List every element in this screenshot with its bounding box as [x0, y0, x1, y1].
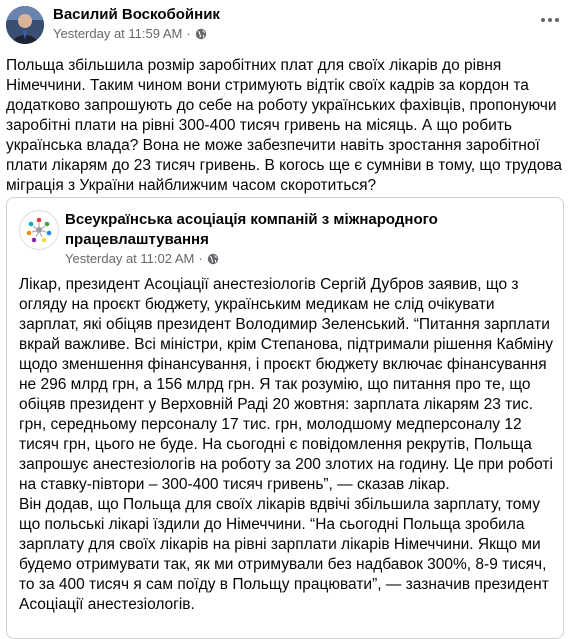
- shared-post-meta: [65, 251, 219, 266]
- organization-logo[interactable]: [19, 210, 59, 250]
- author-avatar[interactable]: [6, 6, 44, 44]
- shared-post[interactable]: [6, 197, 564, 639]
- organization-name[interactable]: Всеукраїнська асоціація компаній з міжнародного працевлаштування: [65, 211, 438, 248]
- post-header: [0, 0, 575, 48]
- shared-paragraph-2: Він додав, що Польща для своїх лікарів вдвічі збільшила зарплату, тому що польські лікарі їздили до Німеччини. “На сьогодні Польща зробила зарплату для своїх лікарів на рівні зарплати лікарів Німеччини. Якщо ми будемо отримувати так, як ми отримували без надбавок 300%, 8-9 тисяч, то за 400 тисяч я сам поїду в Польщу працювати”, — зазначив президент Асоціації анестезіологів.: [19, 496, 549, 613]
- globe-icon: [195, 28, 207, 40]
- post-timestamp[interactable]: Yesterday at 11:59 AM: [53, 26, 183, 41]
- globe-icon: [207, 253, 219, 265]
- meta-separator: ·: [186, 26, 191, 41]
- meta-separator: ·: [198, 251, 203, 266]
- more-options-icon[interactable]: [539, 12, 561, 26]
- shared-post-body: [19, 275, 554, 615]
- shared-paragraph-1: Лікар, президент Асоціації анестезіологів Сергій Дубров заявив, що з огляду на проєкт бюджету, українським медикам не слід очікувати зарплат, які обіцяв президент Володимир Зеленський. “Питання зарплати вкрай важливе. Всі міністри, крім Степанова, підтримали рішення Кабміну щодо зменшення фінансування, і проєкт бюджету включає фінансування не 296 млрд грн, а 156 млрд грн. Я так розумію, що питання про те, що обіцяв президент у Верховній Раді 20 жовтня: зарплата лікарям 23 тис. грн, середньому персоналу 17 тис. грн, молодшому медперсоналу 12 тисяч грн, цього не буде. На сьогодні є повідомлення рекрутів, Польща запрошує анестезіологів на роботу за 200 злотих на годину. Це при роботі на ставку-півтори – 300-400 тисяч гривень”, — сказав лікар.: [19, 276, 554, 493]
- post-meta: [53, 26, 207, 41]
- author-name[interactable]: Василий Воскобойник: [53, 6, 220, 23]
- post-body-text: Польща збільшила розмір заробітних плат для своїх лікарів до рівня Німеччини. Таким чином вони стримують відтік своїх кадрів за кордон та додатково запрошують до себе на роботу українських фахівців, пропонуючи заробітні плати на рівні 300-400 тисяч гривень на місяць. А що робить українська влада? Вона не може забезпечити навіть зростання заробітної плати лікарям до 23 тисяч гривень. В когось ще є сумніви в тому, що трудова міграція з України найближчим часом скоротиться?: [6, 57, 563, 194]
- shared-post-timestamp[interactable]: Yesterday at 11:02 AM: [65, 251, 195, 266]
